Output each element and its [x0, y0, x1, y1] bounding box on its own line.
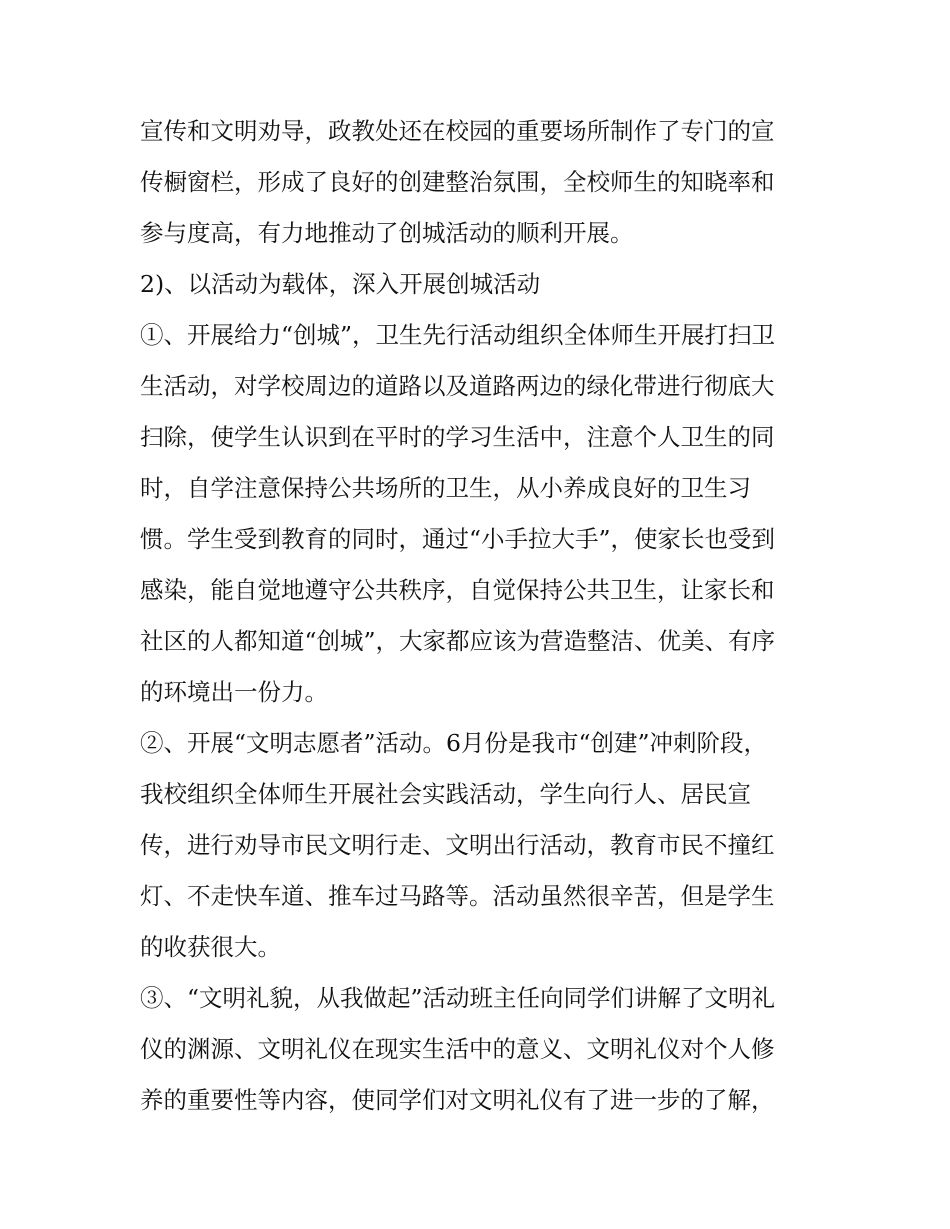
text-line: 灯、不走快车道、推车过马路等。活动虽然很辛苦，但是学生: [140, 882, 775, 910]
document-body: [140, 108, 820, 1128]
text-line: 养的重要性等内容，使同学们对文明礼仪有了进一步的了解，: [140, 1086, 775, 1114]
text-line: ①、开展给力“创城”，卫生先行活动组织全体师生开展打扫卫: [140, 321, 776, 349]
text-line: 仪的渊源、文明礼仪在现实生活中的意义、文明礼仪对个人修: [140, 1035, 775, 1063]
text-line: 的环境出一份力。: [140, 678, 328, 706]
text-line: 我校组织全体师生开展社会实践活动，学生向行人、居民宣: [140, 780, 751, 808]
text-line: 传橱窗栏，形成了良好的创建整治氛围，全校师生的知晓率和: [140, 168, 775, 196]
text-line: 生活动，对学校周边的道路以及道路两边的绿化带进行彻底大: [140, 372, 775, 400]
section-heading: 2)、以活动为载体，深入开展创城活动: [140, 270, 541, 298]
text-line: 时，自学注意保持公共场所的卫生，从小养成良好的卫生习: [140, 474, 751, 502]
text-line: 社区的人都知道“创城”，大家都应该为营造整洁、优美、有序: [140, 627, 776, 655]
text-line: ③、“文明礼貌，从我做起”活动班主任向同学们讲解了文明礼: [140, 984, 776, 1012]
text-line: 的收获很大。: [140, 933, 281, 961]
text-line: ②、开展“文明志愿者”活动。6月份是我市“创建”冲刺阶段，: [140, 729, 768, 757]
text-line: 感染，能自觉地遵守公共秩序，自觉保持公共卫生，让家长和: [140, 576, 775, 604]
text-line: 传，进行劝导市民文明行走、文明出行活动，教育市民不撞红: [140, 831, 775, 859]
text-line: 参与度高，有力地推动了创城活动的顺利开展。: [140, 219, 634, 247]
text-line: 宣传和文明劝导，政教处还在校园的重要场所制作了专门的宣: [140, 117, 775, 145]
text-line: 惯。学生受到教育的同时，通过“小手拉大手”，使家长也受到: [140, 525, 776, 553]
text-line: 扫除，使学生认识到在平时的学习生活中，注意个人卫生的同: [140, 423, 775, 451]
